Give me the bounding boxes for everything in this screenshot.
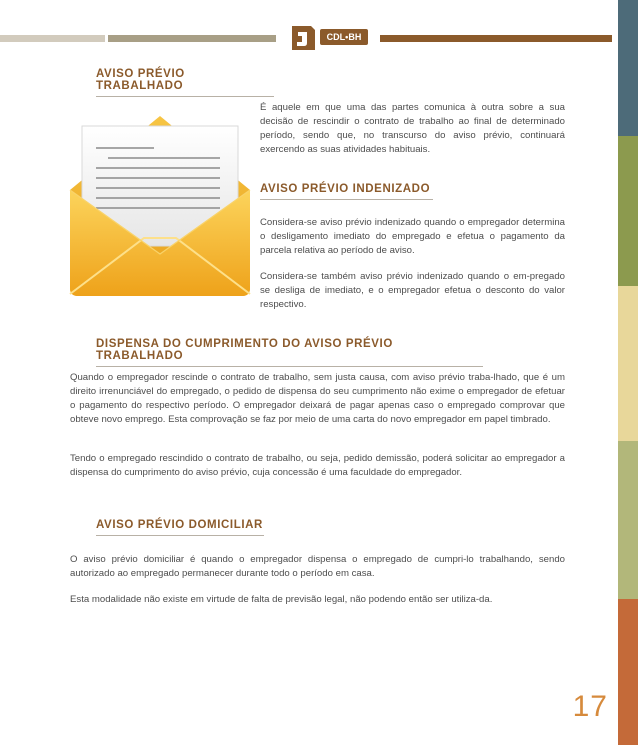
side-stripe-rust bbox=[618, 599, 638, 745]
section-heading-domiciliar bbox=[96, 519, 264, 536]
paragraph-dispensa-1: Quando o empregador rescinde o contrato de trabalho, sem justa causa, com aviso prévio traba-lhado, que é um direito irrenunciável do empregado, o pedido de dispensa do seu cumprimento não exime o empregador de efetuar o pagamento do respectivo período. O empregador deixará de pagar apenas caso o empregado comprovar que obteve novo emprego. Esta comprovação se faz por meio de uma carta do novo empregador em papel timbrado. bbox=[70, 372, 565, 425]
header-bar-left bbox=[0, 35, 105, 42]
paragraph-domiciliar-1: O aviso prévio domiciliar é quando o empregador dispensa o empregado de cumpri-lo trabalhando, sendo autorizado ao empregado permanecer durante todo o período em casa. bbox=[70, 554, 565, 579]
logo-text: CDL•BH bbox=[320, 29, 368, 45]
open-envelope-with-letter-icon bbox=[62, 112, 258, 304]
paragraph-domiciliar-2: Esta modalidade não existe em virtude de falta de previsão legal, não podendo então ser utiliza-da. bbox=[70, 594, 493, 605]
heading-underline bbox=[96, 366, 483, 367]
page-number: 17 bbox=[572, 690, 608, 723]
side-stripe-sage bbox=[618, 441, 638, 599]
heading-underline bbox=[260, 199, 433, 200]
heading-aviso-trabalhado: AVISO PRÉVIO TRABALHADO bbox=[96, 68, 185, 92]
section-heading-aviso-indenizado bbox=[260, 183, 433, 200]
heading-dispensa: DISPENSA DO CUMPRIMENTO DO AVISO PRÉVIO TRABALHADO bbox=[96, 338, 393, 362]
paragraph-dispensa-2: Tendo o empregado rescindido o contrato de trabalho, ou seja, pedido demissão, poderá solicitar ao empregador a dispensa do cumprimento do aviso prévio, cuja concessão é uma faculdade do empregador. bbox=[70, 453, 565, 478]
header-bar-mid bbox=[108, 35, 276, 42]
side-stripe-olive bbox=[618, 136, 638, 286]
cdl-bh-logo-mark-icon bbox=[289, 24, 317, 52]
header-bar-right bbox=[380, 35, 612, 42]
section-heading-aviso-trabalhado bbox=[96, 68, 274, 97]
heading-underline bbox=[96, 535, 264, 536]
paragraph-indenizado-1: Considera-se aviso prévio indenizado quando o empregador determina o desligamento imediato do empregado e efetua o pagamento da parcela relativa ao período de aviso. bbox=[260, 217, 565, 256]
side-stripe-blue bbox=[618, 0, 638, 136]
paragraph-indenizado-2: Considera-se também aviso prévio indenizado quando o em-pregado se desliga de imediato, e o empregador efetua o desconto do valor respectivo. bbox=[260, 271, 565, 310]
heading-aviso-indenizado: AVISO PRÉVIO INDENIZADO bbox=[260, 183, 431, 195]
section-heading-dispensa bbox=[96, 338, 483, 367]
heading-domiciliar: AVISO PRÉVIO DOMICILIAR bbox=[96, 519, 263, 531]
paragraph-aviso-trabalhado: É aquele em que uma das partes comunica à outra sobre a sua decisão de rescindir o contrato de trabalho ao final de determinado período, sendo que, no transcurso do aviso prévio, continuará exercendo as suas atividades habituais. bbox=[260, 102, 565, 155]
side-stripe-cream bbox=[618, 286, 638, 441]
heading-underline bbox=[96, 96, 274, 97]
